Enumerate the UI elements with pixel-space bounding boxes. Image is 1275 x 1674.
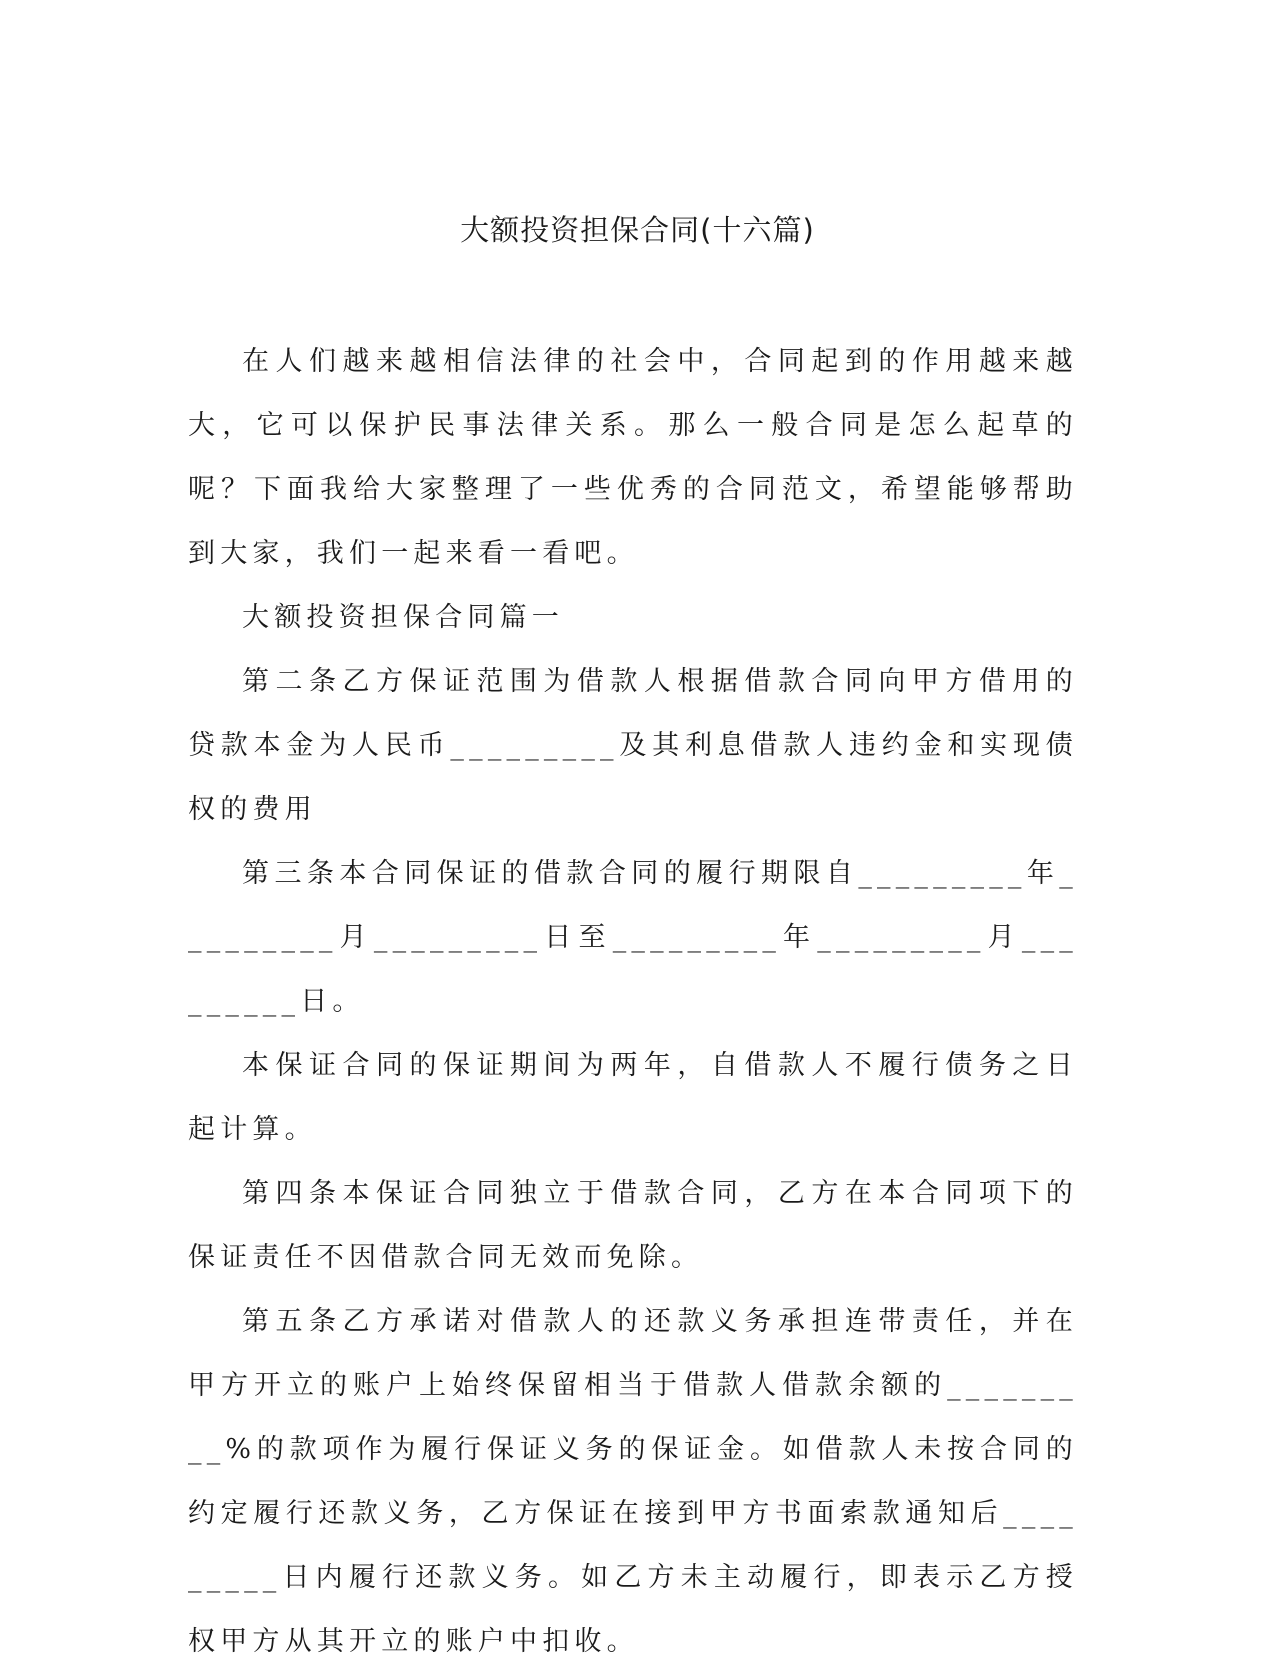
paragraph-guarantee-period: 本保证合同的保证期间为两年，自借款人不履行债务之日起计算。 (188, 1050, 1078, 1145)
paragraph-article-4: 第四条本保证合同独立于借款合同，乙方在本合同项下的保证责任不因借款合同无效而免除。 (188, 1178, 1078, 1273)
paragraph-intro: 在人们越来越相信法律的社会中，合同起到的作用越来越大，它可以保护民事法律关系。那么一般合同是怎么起草的呢？下面我给大家整理了一些优秀的合同范文，希望能够帮助到大家，我们一起来看一看吧。 (188, 346, 1078, 569)
document-title: 大额投资担保合同(十六篇) (460, 213, 815, 247)
paragraph-article-5: 第五条乙方承诺对借款人的还款义务承担连带责任，并在甲方开立的账户上始终保留相当于借款人借款余额的_________%的款项作为履行保证义务的保证金。如借款人未按合同的约定履行还款义务，乙方保证在接到甲方书面索款通知后_________日内履行还款义务。如乙方未主动履行，即表示乙方授权甲方从其开立的账户中扣收。 (188, 1306, 1078, 1657)
paragraph-article-2: 第二条乙方保证范围为借款人根据借款合同向甲方借用的贷款本金为人民币_________及其利息借款人违约金和实现债权的费用 (188, 666, 1078, 825)
document-body (188, 330, 1078, 1674)
paragraph-section-heading: 大额投资担保合同篇一 (242, 602, 564, 633)
paragraph-article-3: 第三条本合同保证的借款合同的履行期限自_________年_________月_________日至_________年_________月_________日。 (188, 858, 1078, 1017)
